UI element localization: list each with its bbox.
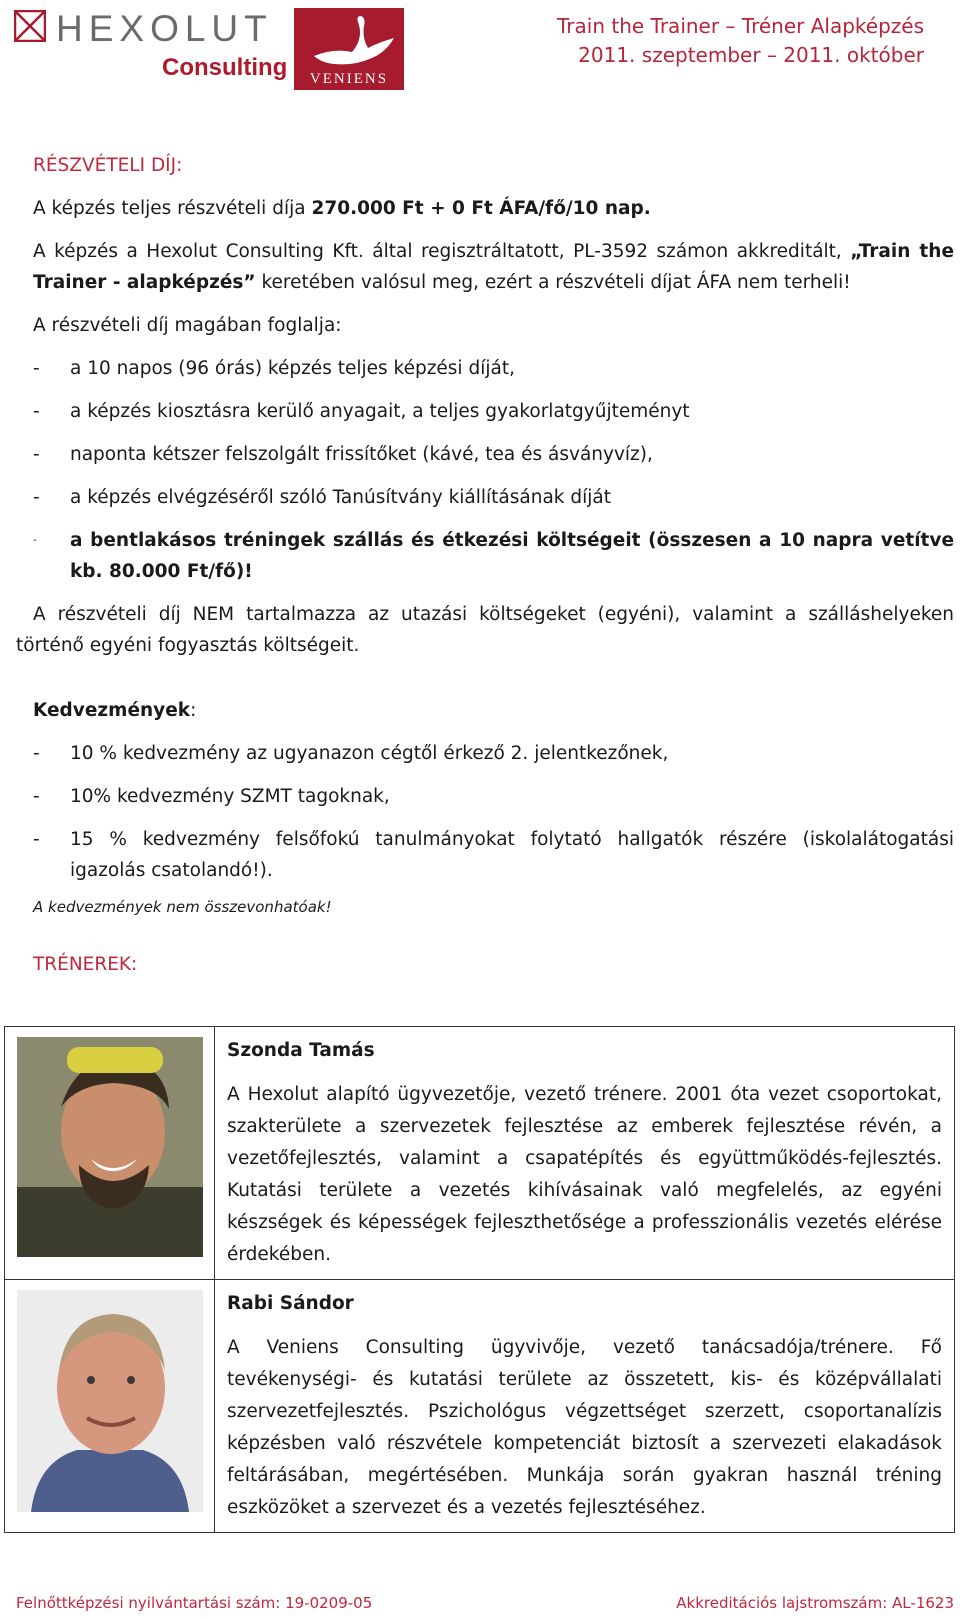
fee-program-name: „Train the Trainer - alapképzés” [33, 241, 954, 293]
fee-accreditation [16, 236, 954, 298]
hexolut-logo-text: HEXOLUT [56, 8, 273, 49]
fee-total-amount: 270.000 Ft + 0 Ft ÁFA/fő/10 nap. [311, 198, 651, 219]
list-item: - naponta kétszer felszolgált frissítőket (kávé, tea és ásványvíz), [33, 444, 653, 465]
trainer-row [5, 1279, 954, 1532]
trainer-photo-cell [5, 1280, 215, 1532]
veniens-logo-text: VENIENS [309, 71, 389, 87]
title-line-2: 2011. szeptember – 2011. október [578, 43, 924, 67]
trainer-text [215, 1027, 954, 1279]
list-item: - 10 % kedvezmény az ugyanazon cégtől érkező 2. jelentkezőnek, [33, 743, 669, 764]
page-header [0, 0, 960, 100]
trainers-table [4, 1026, 955, 1533]
document-title [557, 12, 924, 70]
trainer-photo-cell [5, 1027, 215, 1279]
list-item: - a bentlakásos tréningek szállás és étkezési költségeit (összesen a 10 napra vetítve kb. 80.000 Ft/fő)! [33, 530, 954, 582]
discounts-note: A kedvezmények nem összevonhatóak! [33, 898, 332, 916]
footer-accreditation-number: Akkreditációs lajstromszám: AL-1623 [676, 1594, 954, 1612]
trainer-bio: A Veniens Consulting ügyvivője, vezető tanácsadója/trénere. Fő tevékenységi- és kutatási területe az összetett, kis- és középvállalati szervezetfejlesztés. Pszichológus végzettséget szerzett, csoportanalízis képzésben való részvétele kompetenciát biztosít a szervezeti elakadások feltárásában, megértésében. Munkája során gyakran használ tréning eszközöket a szervezet és a vezetés fejlesztéséhez. [227, 1337, 942, 1518]
list-item: - 10% kedvezmény SZMT tagoknak, [33, 786, 390, 807]
trainer-text [215, 1280, 954, 1532]
fee-excludes: A részvételi díj NEM tartalmazza az utazási költségeket (egyéni), valamint a szálláshelyeken történő egyéni fogyasztás költségeit. [16, 604, 954, 656]
fee-accreditation-suffix: keretében valósul meg, ezért a részvételi díjat ÁFA nem terheli! [255, 272, 851, 293]
hexolut-logo [14, 6, 288, 86]
hexolut-logo-sub: Consulting [162, 54, 288, 81]
trainer-row [5, 1027, 954, 1279]
trainer-name: Szonda Tamás [227, 1040, 375, 1061]
portrait-icon [17, 1037, 203, 1257]
footer-registration-number: Felnőttképzési nyilvántartási szám: 19-0209-05 [16, 1594, 373, 1612]
list-item: - a 10 napos (96 órás) képzés teljes képzési díját, [33, 358, 515, 379]
main-content [16, 150, 954, 980]
list-item: - 15 % kedvezmény felsőfokú tanulmányokat folytató hallgatók részére (iskolalátogatási igazolás csatolandó!). [33, 829, 954, 881]
fee-total-prefix: A képzés teljes részvételi díja [33, 198, 312, 219]
portrait-icon [17, 1290, 203, 1512]
fee-heading: RÉSZVÉTELI DÍJ: [33, 155, 183, 176]
discounts-heading: Kedvezmények: [33, 700, 197, 721]
fee-total [16, 193, 954, 224]
veniens-logo [294, 8, 404, 90]
trainer-photo [17, 1290, 203, 1512]
hexolut-mark-icon [14, 10, 46, 42]
trainer-name: Rabi Sándor [227, 1293, 354, 1314]
fee-accreditation-prefix: A képzés a Hexolut Consulting Kft. által regisztráltatott, PL-3592 számon akkreditált, [33, 241, 851, 262]
trainers-heading: TRÉNEREK: [33, 954, 138, 975]
list-item: - a képzés elvégzéséről szóló Tanúsítvány kiállításának díját [33, 487, 612, 508]
list-item: - a képzés kiosztásra kerülő anyagait, a teljes gyakorlatgyűjteményt [33, 401, 690, 422]
title-line-1: Train the Trainer – Tréner Alapképzés [557, 14, 924, 38]
trainer-bio: A Hexolut alapító ügyvezetője, vezető trénere. 2001 óta vezet csoportokat, szakterülete a szervezetek fejlesztése az emberek fejlesztése révén, a vezetőfejlesztés, valamint a csapatépítés és együttműködés-fejlesztés. Kutatási területe a vezetés kihívásainak való megfelelés, az egyéni készségek és képességek fejleszthetősége a professzionális vezetés elérése érdekében. [227, 1084, 942, 1265]
fee-includes-intro: A részvételi díj magában foglalja: [33, 315, 342, 336]
trainer-photo [17, 1037, 203, 1257]
